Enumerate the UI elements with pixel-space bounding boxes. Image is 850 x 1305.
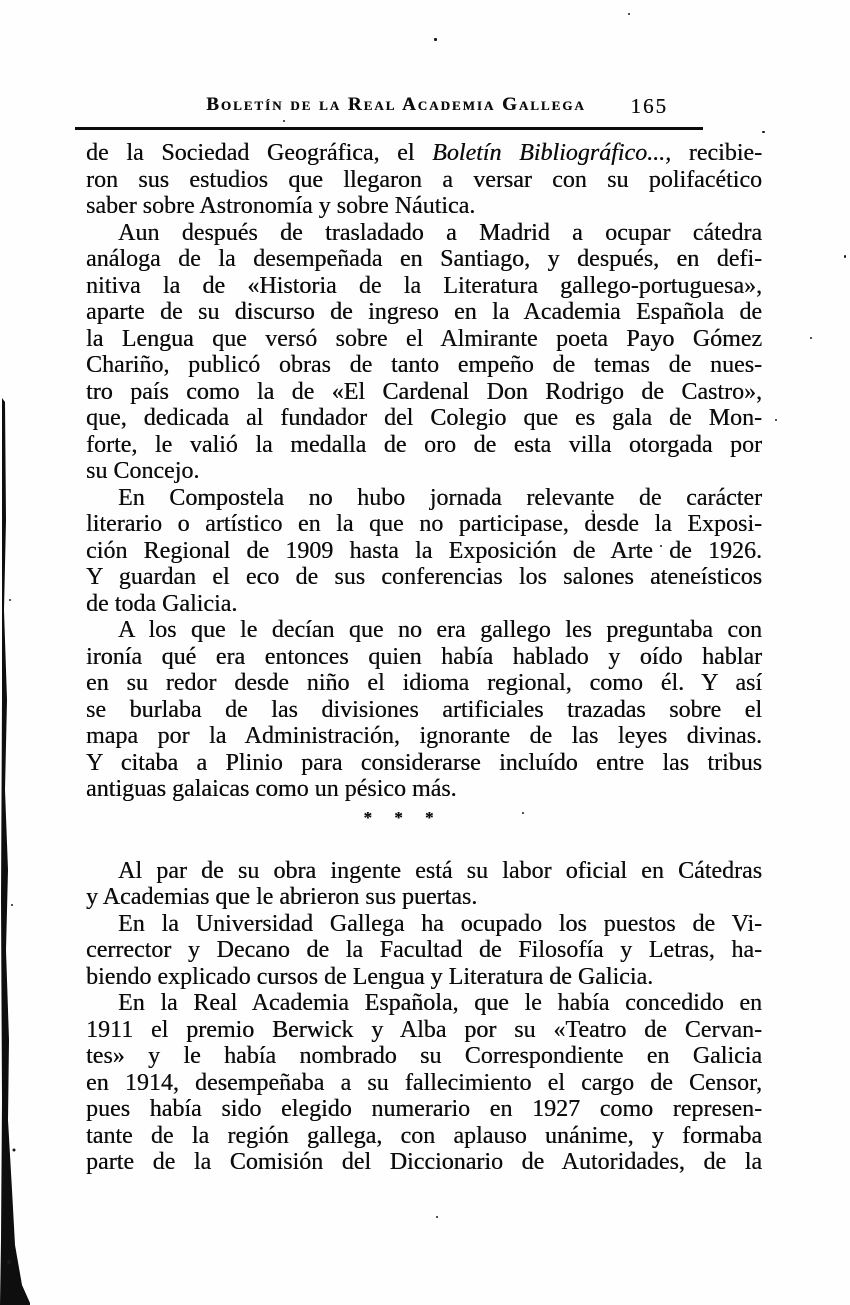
scan-speck (436, 1216, 438, 1218)
header-rule (75, 127, 703, 130)
text-line: 1911 el premio Berwick y Alba por su «Teatro de Cervan- (86, 1016, 762, 1043)
text-line: en 1914, desempeñaba a su fallecimiento el cargo de Censor, (86, 1069, 762, 1096)
paragraph (86, 485, 762, 618)
paragraph (86, 140, 762, 220)
text-line: ron sus estudios que llegaron a versar con su polifacético (86, 166, 762, 193)
text-line: En Compostela no hubo jornada relevante de carácter (118, 484, 762, 511)
paragraph (86, 990, 762, 1176)
text-line: pues había sido elegido numerario en 1927 como represen- (86, 1096, 762, 1122)
paragraph (86, 858, 762, 911)
asterism: * * * (363, 807, 435, 827)
text-line: que, dedicada al fundador del Colegio que es gala de Mon- (86, 405, 762, 431)
scan-speck (810, 337, 812, 339)
text-line: aparte de su discurso de ingreso en la Academia Española de (86, 299, 762, 325)
page-header (86, 94, 762, 120)
text-line: y Academias que le abrieron sus puertas. (86, 884, 478, 910)
text-line: literario o artístico en la que no participase, desde la Exposi- (86, 511, 762, 537)
paragraph (86, 911, 762, 991)
scan-speck (762, 131, 765, 133)
section-divider (86, 803, 762, 858)
scan-speck (628, 13, 630, 15)
text-line: antiguas galaicas como un pésico más. (86, 776, 457, 802)
scan-speck (434, 38, 437, 41)
text-line: ción Regional de 1909 hasta la Exposición de Arte de 1926. (86, 537, 762, 564)
text-line: tes» y le había nombrado su Correspondiente en Galicia (86, 1043, 762, 1069)
section-1 (86, 140, 762, 803)
text-line: parte de la Comisión del Diccionario de Autoridades, de la (86, 1149, 762, 1175)
text-line: Aun después de trasladado a Madrid a ocupar cátedra (118, 219, 762, 246)
paragraph (86, 617, 762, 803)
text-line: se burlaba de las divisiones artificiales trazadas sobre el (86, 696, 762, 723)
text-line: forte, le valió la medalla de oro de esta villa otorgada por (86, 431, 762, 458)
text-line: saber sobre Astronomía y sobre Náutica. (86, 193, 476, 219)
text-line: A los que le decían que no era gallego les preguntaba con (118, 617, 762, 643)
text-line: biendo explicado cursos de Lengua y Literatura de Galicia. (86, 963, 654, 990)
scan-speck (844, 255, 846, 258)
text-line: tro país como la de «El Cardenal Don Rodrigo de Castro», (86, 378, 762, 405)
journal-title: Boletín de la Real Academia Gallega (206, 94, 586, 115)
text-line: cerrector y Decano de la Facultad de Filosofía y Letras, ha- (86, 937, 762, 963)
text-line: En la Real Academia Española, que le había concedido en (118, 990, 762, 1016)
italic-text: Boletín Bibliográfico..., (432, 140, 672, 166)
text-line: Y citaba a Plinio para considerarse incluído entre las tribus (86, 749, 762, 776)
binding-edge-artifact (0, 0, 32, 1305)
text-line: la Lengua que versó sobre el Almirante poeta Payo Gómez (86, 325, 762, 352)
text-line: ironía qué era entonces quien había hablado y oído hablar (86, 643, 762, 670)
text-line: su Concejo. (86, 458, 200, 484)
section-2 (86, 858, 762, 1176)
text-line: Chariño, publicó obras de tanto empeño de temas de nues- (86, 352, 762, 378)
paragraph (86, 220, 762, 485)
page-number: 165 (630, 94, 668, 118)
text-line: nitiva la de «Historia de la Literatura gallego-portuguesa», (86, 272, 762, 299)
text-line: Y guardan el eco de sus conferencias los salones ateneísticos (86, 564, 762, 590)
text-line: tante de la región gallega, con aplauso unánime, y formaba (86, 1122, 762, 1149)
scan-speck (775, 419, 777, 421)
text-line: Al par de su obra ingente está su labor oficial en Cátedras (118, 857, 762, 884)
body-text (86, 140, 762, 1176)
text-line: de toda Galicia. (86, 590, 238, 617)
text-line: En la Universidad Gallega ha ocupado los puestos de Vi- (118, 910, 762, 937)
text-line: análoga de la desempeñada en Santiago, y después, en defi- (86, 246, 762, 272)
text-line: en su redor desde niño el idioma regional, como él. Y así (86, 670, 762, 696)
scan-speck (283, 120, 285, 122)
text-line: mapa por la Administración, ignorante de las leyes divinas. (86, 723, 762, 749)
text-line: de la Sociedad Geográfica, el Boletín Bibliográfico..., recibie- (86, 140, 763, 166)
